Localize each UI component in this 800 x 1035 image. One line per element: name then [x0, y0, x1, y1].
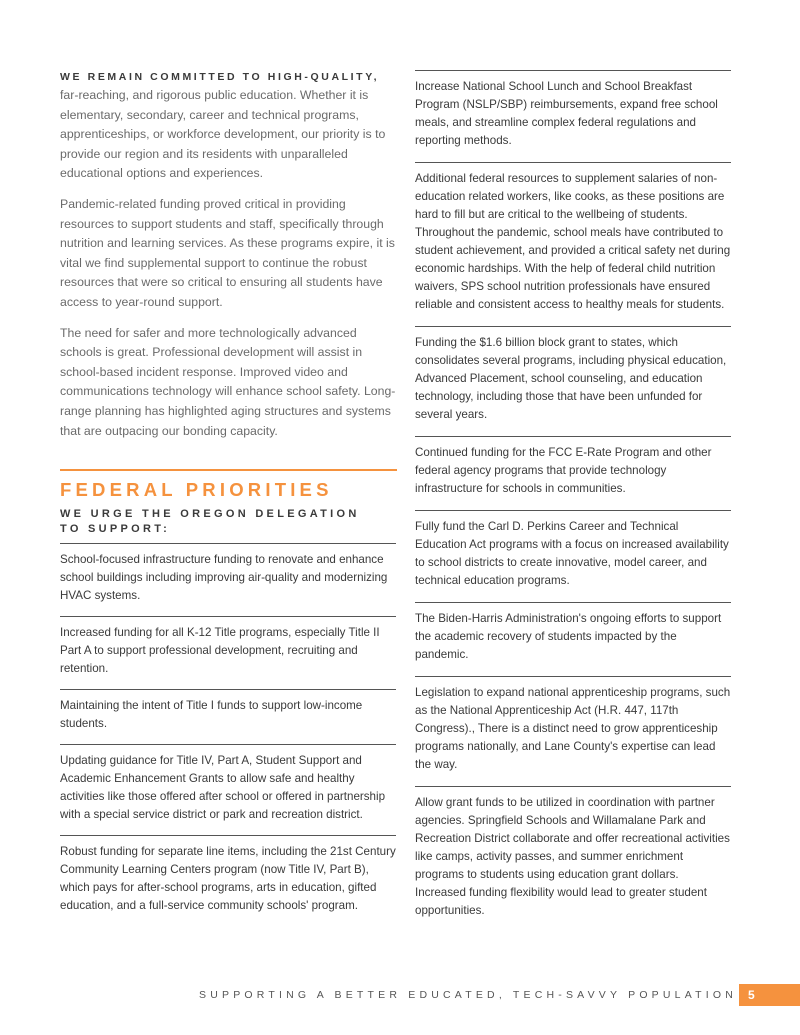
- priority-item: Allow grant funds to be utilized in coordination with partner agencies. Springfield Schools and Willamalane Park and Recreation District collaborate and offer recreational activities like camps, activity passes, and summer enrichment programs to students using education grant dollars. Increased funding flexibility would lead to greater student opportunities.: [415, 786, 731, 932]
- right-priority-list: [415, 70, 731, 932]
- federal-priorities-rule: [60, 469, 397, 471]
- priority-item: Funding the $1.6 billion block grant to states, which consolidates several programs, including physical education, Advanced Placement, school counseling, and education technology, including those that have been unfunded for several years.: [415, 326, 731, 436]
- footer-tagline: SUPPORTING A BETTER EDUCATED, TECH-SAVVY POPULATION: [199, 989, 738, 1001]
- federal-priorities-subtitle: WE URGE THE OREGON DELEGATION TO SUPPORT:: [60, 508, 360, 535]
- intro-paragraph-1: far-reaching, and rigorous public education. Whether it is elementary, secondary, career and technical programs, apprenticeships, or workforce development, our priority is to provide our region and its residents with unparalleled educational options and experiences.: [60, 88, 386, 181]
- priority-item: The Biden-Harris Administration's ongoing efforts to support the academic recovery of students impacted by the pandemic.: [415, 602, 731, 676]
- priority-item: Additional federal resources to supplement salaries of non-education related workers, like cooks, as these positions are hard to fill but are critical to the wellbeing of students. Throughout the pandemic, school meals have contributed to student achievement, and provided a critical safety net during economic hardships. With the help of federal child nutrition waivers, SPS school nutrition professionals have ensured reliable and consistent access to healthy meals for students.: [415, 162, 731, 326]
- priority-item: Continued funding for the FCC E-Rate Program and other federal agency programs that provide technology infrastructure for schools in communities.: [415, 436, 731, 510]
- priority-item: Robust funding for separate line items, including the 21st Century Community Learning Centers program (now Title IV, Part B), which pays for after-school programs, arts in education, gifted education, and a full-service community schools' program.: [60, 835, 396, 926]
- priority-item: Maintaining the intent of Title I funds to support low-income students.: [60, 689, 396, 744]
- intro-lead-caps: WE REMAIN COMMITTED TO HIGH-QUALITY,: [60, 71, 380, 83]
- priority-item: Increase National School Lunch and School Breakfast Program (NSLP/SBP) reimbursements, expand free school meals, and streamline complex federal regulations and reporting methods.: [415, 70, 731, 162]
- left-priority-list: [60, 543, 396, 926]
- priority-item: School-focused infrastructure funding to renovate and enhance school buildings including improving air-quality and modernizing HVAC systems.: [60, 543, 396, 616]
- intro-section: [60, 68, 396, 452]
- priority-item: Fully fund the Carl D. Perkins Career and Technical Education Act programs with a focus on increased availability to school districts to create innovative, model career, and technical education programs.: [415, 510, 731, 602]
- federal-priorities-title: FEDERAL PRIORITIES: [60, 479, 333, 500]
- intro-paragraph-2: Pandemic-related funding proved critical in providing resources to support students and staff, specifically through nutrition and learning services. As these programs expire, it is vital we find supplemental support to continue the robust resources that were so critical to ensuring all students have access to year-round support.: [60, 196, 395, 309]
- intro-paragraph-3: The need for safer and more technologically advanced schools is great. Professional development will assist in school-based incident response. Improved video and communications technology will enhance school safety. Long-range planning has highlighted aging structures and systems that are outpacing our bonding capacity.: [60, 325, 396, 438]
- page-number: 5: [739, 984, 800, 1006]
- priority-item: Updating guidance for Title IV, Part A, Student Support and Academic Enhancement Grants to allow safe and healthy activities like those offered after school or offered in partnership with a special service district or park and recreation district.: [60, 744, 396, 835]
- priority-item: Increased funding for all K-12 Title programs, especially Title II Part A to support professional development, recruiting and retention.: [60, 616, 396, 689]
- priority-item: Legislation to expand national apprenticeship programs, such as the National Apprenticeship Act (H.R. 447, 117th Congress)., There is a distinct need to grow apprenticeship programs nationally, and Lane County's expertise can lead the way.: [415, 676, 731, 786]
